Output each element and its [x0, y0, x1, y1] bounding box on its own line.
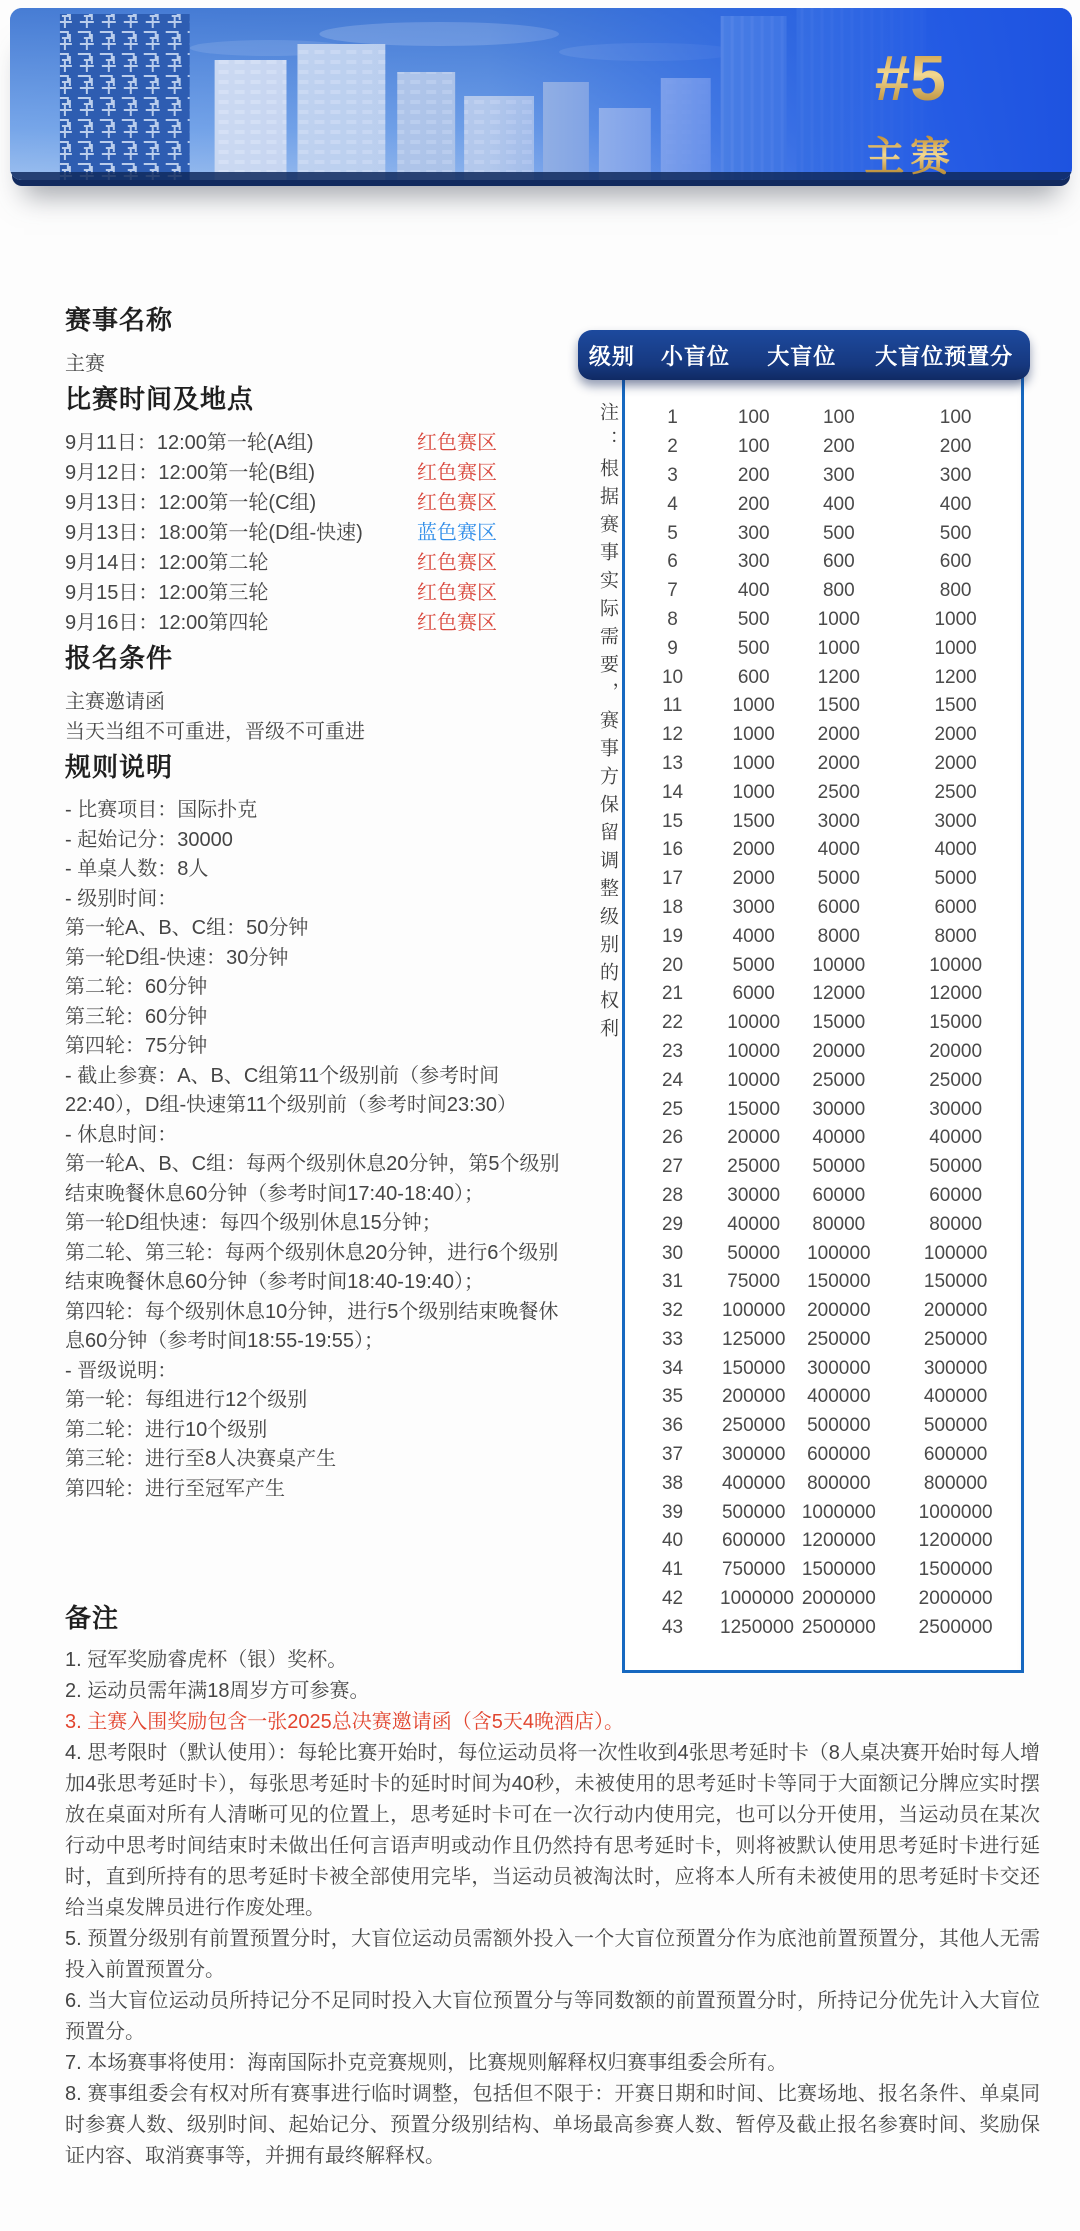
rules-line: 第二轮：60分钟 — [65, 976, 208, 998]
blinds-row — [625, 433, 1021, 462]
blinds-header-cell: 大盲位 — [767, 343, 837, 369]
blinds-ante: 1500000 — [918, 1559, 993, 1581]
blinds-small-blind: 1500 — [732, 810, 775, 832]
blinds-big-blind: 1200 — [817, 666, 860, 688]
blinds-row — [625, 778, 1021, 807]
blinds-row — [625, 1239, 1021, 1268]
rules-line: 第一轮A、B、C组：每两个级别休息20分钟，第5个级别结束晚餐休息60分钟（参考时间17:40-18:40）； — [65, 1153, 560, 1205]
blinds-level: 37 — [661, 1444, 684, 1466]
blinds-small-blind: 1000 — [732, 724, 775, 746]
blinds-big-blind: 20000 — [812, 1040, 866, 1062]
blinds-small-blind: 100 — [737, 436, 770, 458]
blinds-table-body — [622, 374, 1024, 1673]
blinds-big-blind: 500 — [822, 522, 855, 544]
schedule-row — [65, 608, 497, 638]
blinds-table-header — [578, 330, 1030, 380]
blinds-small-blind: 4000 — [732, 925, 775, 947]
blinds-level: 33 — [661, 1328, 684, 1350]
blinds-ante: 250000 — [923, 1328, 988, 1350]
blinds-level: 3 — [667, 464, 678, 486]
blinds-ante: 300000 — [923, 1357, 988, 1379]
blinds-ante: 5000 — [934, 868, 977, 890]
blinds-row — [625, 1210, 1021, 1239]
blinds-small-blind: 50000 — [727, 1242, 781, 1264]
registration-line: 主赛邀请函 — [65, 691, 165, 713]
blinds-row — [625, 1066, 1021, 1095]
blinds-header-cell: 级别 — [588, 343, 635, 369]
blinds-level: 20 — [661, 954, 684, 976]
blinds-row — [625, 894, 1021, 923]
blinds-big-blind: 5000 — [817, 868, 860, 890]
blinds-small-blind: 25000 — [727, 1156, 781, 1178]
blinds-level: 16 — [661, 839, 684, 861]
schedule-time: 9月13日：18:00第一轮(D组-快速) — [65, 522, 363, 544]
rules-line: 第四轮：75分钟 — [65, 1035, 208, 1057]
event-name-value: 主赛 — [65, 353, 105, 375]
blinds-big-blind: 400 — [822, 493, 855, 515]
blinds-row — [625, 1268, 1021, 1297]
blinds-row — [625, 1095, 1021, 1124]
rules-line: 第一轮A、B、C组：50分钟 — [65, 917, 309, 939]
blinds-row — [625, 1182, 1021, 1211]
rules-line: - 截止参赛：A、B、C组第11个级别前（参考时间22:40），D组-快速第11个级别前（参考时间23:30） — [65, 1064, 517, 1116]
blinds-level: 36 — [661, 1415, 684, 1437]
blinds-table — [578, 330, 1030, 1673]
blinds-ante: 100 — [939, 407, 972, 429]
rules-heading: 规则说明 — [65, 752, 174, 782]
blinds-row — [625, 462, 1021, 491]
blinds-level: 10 — [661, 666, 684, 688]
blinds-small-blind: 5000 — [732, 954, 775, 976]
registration-line: 当天当组不可重进，晋级不可重进 — [65, 721, 365, 743]
blinds-big-blind: 100000 — [807, 1242, 871, 1264]
blinds-row — [625, 836, 1021, 865]
rules-line: - 单桌人数：8人 — [65, 858, 209, 880]
blinds-row — [625, 1124, 1021, 1153]
blinds-big-blind: 15000 — [812, 1012, 866, 1034]
blinds-row — [625, 548, 1021, 577]
blinds-big-blind: 4000 — [817, 839, 860, 861]
blinds-level: 7 — [667, 580, 678, 602]
blinds-small-blind: 750000 — [721, 1559, 786, 1581]
blinds-ante: 4000 — [934, 839, 977, 861]
schedule-row — [65, 578, 497, 608]
blinds-ante: 800000 — [923, 1472, 988, 1494]
schedule-row — [65, 518, 497, 548]
blinds-small-blind: 600 — [737, 666, 770, 688]
schedule-row — [65, 548, 497, 578]
blinds-big-blind: 2000 — [817, 724, 860, 746]
schedule-time: 9月15日：12:00第三轮 — [65, 582, 269, 604]
blinds-small-blind: 15000 — [727, 1098, 781, 1120]
blinds-level: 27 — [661, 1156, 684, 1178]
blinds-small-blind: 200 — [737, 493, 770, 515]
rules-lines — [65, 796, 570, 1504]
blinds-small-blind: 200 — [737, 464, 770, 486]
blinds-level: 29 — [661, 1213, 684, 1235]
blinds-ante: 1200000 — [918, 1530, 993, 1552]
blinds-row — [625, 1009, 1021, 1038]
notes-item: 7. 本场赛事将使用：海南国际扑克竞赛规则，比赛规则解释权归赛事组委会所有。 — [65, 2052, 788, 2074]
schedule-time: 9月14日：12:00第二轮 — [65, 552, 269, 574]
blinds-big-blind: 60000 — [812, 1184, 866, 1206]
notes-section — [65, 1598, 1040, 2172]
blinds-ante: 8000 — [934, 925, 977, 947]
blinds-ante: 500 — [939, 522, 972, 544]
blinds-level: 35 — [661, 1386, 684, 1408]
blinds-big-blind: 600000 — [807, 1444, 871, 1466]
zone-label: 红色赛区 — [417, 612, 497, 634]
blinds-small-blind: 75000 — [727, 1271, 781, 1293]
blinds-row — [625, 1412, 1021, 1441]
blinds-big-blind: 300000 — [807, 1357, 871, 1379]
blinds-small-blind: 2000 — [732, 839, 775, 861]
blinds-ante: 200000 — [923, 1300, 988, 1322]
blinds-level: 40 — [661, 1530, 684, 1552]
blinds-big-blind: 80000 — [812, 1213, 866, 1235]
blinds-big-blind: 200 — [822, 436, 855, 458]
blinds-row — [625, 606, 1021, 635]
blinds-level: 38 — [661, 1472, 684, 1494]
blinds-level: 18 — [661, 896, 684, 918]
blinds-row — [625, 1297, 1021, 1326]
blinds-ante: 15000 — [929, 1012, 983, 1034]
blinds-small-blind: 300 — [737, 551, 770, 573]
blinds-ante: 400 — [939, 493, 972, 515]
notes-item: 4. 思考限时（默认使用）：每轮比赛开始时，每位运动员将一次性收到4张思考延时卡（8人桌决赛开始时每人增加4张思考延时卡），每张思考延时卡的延时时间为40秒，未被使用的思考延时卡等同于大面额记分牌应实时摆放在桌面对所有人清晰可见的位置上，思考延时卡可在一次行动内使用完，也可以分开使用，当运动员在某次行动中思考时间结束时未做出任何言语声明或动作且仍然持有思考延时卡，则将被默认使用思考延时卡进行延时，直到所持有的思考延时卡被全部使用完毕，当运动员被淘汰时，应将本人所有未被使用的思考延时卡交还给当桌发牌员进行作废处理。 — [65, 1742, 1040, 1919]
blinds-level: 15 — [661, 810, 684, 832]
blinds-row — [625, 692, 1021, 721]
schedule-heading: 比赛时间及地点 — [65, 384, 255, 414]
blinds-big-blind: 1000000 — [801, 1501, 876, 1523]
blinds-row — [625, 1527, 1021, 1556]
blinds-level: 14 — [661, 781, 684, 803]
blinds-row — [625, 1038, 1021, 1067]
blinds-ante: 150000 — [923, 1271, 988, 1293]
blinds-big-blind: 800000 — [807, 1472, 871, 1494]
blinds-big-blind: 50000 — [812, 1156, 866, 1178]
blinds-level: 6 — [667, 551, 678, 573]
schedule-row — [65, 458, 497, 488]
blinds-small-blind: 500 — [737, 637, 770, 659]
schedule-time: 9月13日：12:00第一轮(C组) — [65, 492, 317, 514]
blinds-big-blind: 8000 — [817, 925, 860, 947]
notes-list — [65, 1645, 1040, 2172]
blinds-small-blind: 100 — [737, 407, 770, 429]
blinds-big-blind: 3000 — [817, 810, 860, 832]
blinds-small-blind: 300000 — [721, 1444, 786, 1466]
rules-line: 第一轮D组-快速：30分钟 — [65, 946, 289, 969]
blinds-big-blind: 30000 — [812, 1098, 866, 1120]
blinds-level: 28 — [661, 1184, 684, 1206]
blinds-level: 19 — [661, 925, 684, 947]
blinds-level: 8 — [667, 608, 678, 630]
blinds-row — [625, 577, 1021, 606]
registration-lines — [65, 687, 570, 747]
notes-item: 5. 预置分级别有前置预置分时，大盲位运动员需额外投入一个大盲位预置分作为底池前置预置分，其他人无需投入前置预置分。 — [65, 1928, 1040, 1981]
blinds-small-blind: 1000 — [732, 752, 775, 774]
blinds-big-blind: 300 — [822, 464, 855, 486]
blinds-small-blind: 1000 — [732, 695, 775, 717]
blinds-big-blind: 200000 — [807, 1300, 871, 1322]
blinds-big-blind: 40000 — [812, 1127, 866, 1149]
blinds-level: 32 — [661, 1300, 684, 1322]
blinds-row — [625, 634, 1021, 663]
blinds-level: 26 — [661, 1127, 684, 1149]
blinds-level: 30 — [661, 1242, 684, 1264]
blinds-ante: 2000000 — [918, 1588, 993, 1610]
blinds-big-blind: 2000000 — [801, 1588, 876, 1610]
rules-line: 第四轮：进行至冠军产生 — [65, 1477, 285, 1500]
blinds-small-blind: 30000 — [727, 1184, 781, 1206]
blinds-small-blind: 1000000 — [720, 1588, 794, 1610]
blinds-level: 11 — [662, 695, 683, 717]
banner-title: 主赛 — [864, 134, 957, 180]
blinds-ante: 6000 — [934, 896, 977, 918]
blinds-ante: 40000 — [929, 1127, 983, 1149]
blinds-small-blind: 200000 — [721, 1386, 786, 1408]
schedule-time: 9月16日：12:00第四轮 — [65, 612, 269, 634]
blinds-small-blind: 2000 — [732, 868, 775, 890]
blinds-ante: 2500 — [934, 781, 977, 803]
schedule-time: 9月11日：12:00第一轮(A组) — [65, 432, 314, 454]
blinds-level: 22 — [661, 1012, 684, 1034]
blinds-small-blind: 500000 — [721, 1501, 786, 1523]
event-name-heading: 赛事名称 — [65, 305, 174, 335]
blinds-header-cell: 小盲位 — [661, 343, 731, 369]
notes-item: 8. 赛事组委会有权对所有赛事进行临时调整，包括但不限于：开赛日期和时间、比赛场地、报名条件、单桌同时参赛人数、级别时间、起始记分、预置分级别结构、单场最高参赛人数、暂停及截止报名参赛时间、奖励保证内容、取消赛事等，并拥有最终解释权。 — [65, 2083, 1040, 2167]
blinds-big-blind: 250000 — [807, 1328, 871, 1350]
blinds-row — [625, 951, 1021, 980]
registration-heading: 报名条件 — [65, 643, 174, 673]
blinds-big-blind: 800 — [822, 580, 855, 602]
blinds-big-blind: 12000 — [812, 983, 866, 1005]
blinds-big-blind: 1000 — [817, 608, 860, 630]
rules-line: - 级别时间： — [65, 887, 178, 910]
blinds-big-blind: 150000 — [807, 1271, 871, 1293]
blinds-level: 34 — [661, 1357, 684, 1379]
blinds-small-blind: 1250000 — [720, 1616, 794, 1638]
blinds-small-blind: 10000 — [727, 1012, 781, 1034]
blinds-level: 2 — [667, 436, 678, 458]
blinds-row — [625, 807, 1021, 836]
blinds-ante: 80000 — [929, 1213, 983, 1235]
blinds-small-blind: 300 — [737, 522, 770, 544]
blinds-ante: 1500 — [934, 695, 977, 717]
blinds-big-blind: 25000 — [812, 1069, 866, 1091]
blinds-row — [625, 1498, 1021, 1527]
blinds-big-blind: 600 — [822, 551, 855, 573]
blinds-big-blind: 2500 — [817, 781, 860, 803]
blinds-ante: 800 — [939, 580, 972, 602]
blinds-small-blind: 6000 — [732, 983, 775, 1005]
rules-line: - 起始记分：30000 — [65, 828, 233, 851]
notes-item: 1. 冠军奖励睿虎杯（银）奖杯。 — [65, 1649, 348, 1671]
blinds-big-blind: 1500000 — [801, 1559, 876, 1581]
notes-item: 6. 当大盲位运动员所持记分不足同时投入大盲位预置分与等同数额的前置预置分时，所持记分优先计入大盲位预置分。 — [65, 1990, 1040, 2043]
blinds-level: 9 — [667, 637, 678, 659]
blinds-ante: 300 — [939, 464, 972, 486]
rules-line: 第三轮：进行至8人决赛桌产生 — [65, 1448, 337, 1470]
blinds-row — [625, 1383, 1021, 1412]
blinds-row — [625, 490, 1021, 519]
blinds-level: 42 — [661, 1588, 684, 1610]
blinds-ante: 200 — [939, 436, 972, 458]
blinds-row — [625, 1354, 1021, 1383]
zone-label: 红色赛区 — [417, 552, 497, 574]
rules-line: 第二轮：进行10个级别 — [65, 1418, 268, 1441]
zone-label: 红色赛区 — [417, 492, 497, 514]
schedule-list — [65, 428, 570, 638]
blinds-level: 31 — [661, 1271, 684, 1293]
blinds-small-blind: 20000 — [727, 1127, 781, 1149]
blinds-level: 17 — [661, 868, 684, 890]
blinds-ante: 2000 — [934, 752, 977, 774]
blinds-ante: 50000 — [929, 1156, 983, 1178]
blinds-ante: 100000 — [923, 1242, 988, 1264]
rules-line: 第一轮D组快速：每四个级别休息15分钟； — [65, 1212, 442, 1234]
rules-line: 第三轮：60分钟 — [65, 1005, 208, 1028]
blinds-small-blind: 100000 — [721, 1300, 786, 1322]
zone-label: 红色赛区 — [417, 462, 497, 484]
blinds-small-blind: 125000 — [721, 1328, 786, 1350]
blinds-ante: 60000 — [929, 1184, 983, 1206]
blinds-row — [625, 1469, 1021, 1498]
blinds-row — [625, 1326, 1021, 1355]
zone-label: 蓝色赛区 — [417, 522, 497, 544]
blinds-big-blind: 100 — [822, 407, 855, 429]
blinds-row — [625, 750, 1021, 779]
blinds-level: 25 — [661, 1098, 684, 1120]
blinds-level: 24 — [661, 1069, 684, 1091]
blinds-small-blind: 600000 — [721, 1530, 786, 1552]
blinds-ante: 1000000 — [918, 1501, 993, 1523]
schedule-row — [65, 488, 497, 518]
blinds-small-blind: 150000 — [721, 1357, 786, 1379]
blinds-big-blind: 2000 — [817, 752, 860, 774]
blinds-ante: 25000 — [929, 1069, 983, 1091]
blinds-row — [625, 1153, 1021, 1182]
vertical-note: 注：根据赛事实际需要，赛事方保留调整级别的权利 — [597, 402, 618, 1046]
blinds-big-blind: 400000 — [807, 1386, 871, 1408]
notes-item: 3. 主赛入围奖励包含一张2025总决赛邀请函（含5天4晚酒店）。 — [65, 1711, 624, 1733]
blinds-row — [625, 1556, 1021, 1585]
blinds-big-blind: 1200000 — [801, 1530, 876, 1552]
rules-line: - 晋级说明： — [65, 1359, 178, 1382]
banner-badge: #5 — [874, 41, 946, 115]
notes-heading: 备注 — [65, 1603, 120, 1633]
blinds-ante: 1200 — [934, 666, 977, 688]
blinds-small-blind: 1000 — [732, 781, 775, 803]
blinds-ante: 500000 — [923, 1415, 988, 1437]
blinds-ante: 600 — [939, 551, 972, 573]
blinds-small-blind: 250000 — [721, 1415, 786, 1437]
blinds-level: 43 — [661, 1616, 684, 1638]
blinds-ante: 10000 — [929, 954, 983, 976]
rules-line: - 比赛项目：国际扑克 — [65, 799, 258, 821]
blinds-ante: 1000 — [934, 608, 977, 630]
blinds-level: 12 — [661, 724, 684, 746]
blinds-level: 4 — [667, 493, 678, 515]
blinds-level: 39 — [661, 1501, 684, 1523]
blinds-ante: 1000 — [934, 637, 977, 659]
blinds-level: 23 — [661, 1040, 684, 1062]
blinds-level: 13 — [661, 752, 684, 774]
banner — [10, 8, 1072, 180]
blinds-big-blind: 1500 — [817, 695, 860, 717]
blinds-level: 5 — [667, 522, 678, 544]
blinds-header-cell: 大盲位预置分 — [875, 343, 1014, 369]
blinds-row — [625, 1613, 1021, 1642]
blinds-row — [625, 1441, 1021, 1470]
blinds-ante: 2500000 — [918, 1616, 993, 1638]
blinds-row — [625, 519, 1021, 548]
blinds-ante: 2000 — [934, 724, 977, 746]
blinds-small-blind: 400000 — [721, 1472, 786, 1494]
blinds-big-blind: 1000 — [817, 637, 860, 659]
zone-label: 红色赛区 — [417, 432, 497, 454]
blinds-ante: 3000 — [934, 810, 977, 832]
blinds-row — [625, 404, 1021, 433]
blinds-small-blind: 10000 — [727, 1069, 781, 1091]
rules-line: 第四轮：每个级别休息10分钟，进行5个级别结束晚餐休息60分钟（参考时间18:55-19:55）； — [65, 1300, 559, 1352]
blinds-big-blind: 500000 — [807, 1415, 871, 1437]
blinds-small-blind: 500 — [737, 608, 770, 630]
blinds-big-blind: 6000 — [817, 896, 860, 918]
schedule-row — [65, 428, 497, 458]
notes-item: 2. 运动员需年满18周岁方可参赛。 — [65, 1680, 370, 1702]
schedule-time: 9月12日：12:00第一轮(B组) — [65, 462, 316, 484]
blinds-big-blind: 10000 — [812, 954, 866, 976]
rules-line: - 休息时间： — [65, 1123, 178, 1146]
rules-line: 第二轮、第三轮：每两个级别休息20分钟，进行6个级别结束晚餐休息60分钟（参考时间18:40-19:40）； — [65, 1241, 559, 1293]
blinds-row — [625, 865, 1021, 894]
blinds-big-blind: 2500000 — [801, 1616, 876, 1638]
blinds-small-blind: 400 — [737, 580, 770, 602]
blinds-ante: 600000 — [923, 1444, 988, 1466]
rules-line: 第一轮：每组进行12个级别 — [65, 1389, 308, 1411]
blinds-ante: 30000 — [929, 1098, 983, 1120]
blinds-ante: 20000 — [929, 1040, 983, 1062]
blinds-row — [625, 1585, 1021, 1614]
blinds-row — [625, 922, 1021, 951]
blinds-small-blind: 40000 — [727, 1213, 781, 1235]
blinds-row — [625, 721, 1021, 750]
blinds-level: 21 — [661, 983, 684, 1005]
blinds-row — [625, 663, 1021, 692]
blinds-small-blind: 10000 — [727, 1040, 781, 1062]
blinds-small-blind: 3000 — [732, 896, 775, 918]
blinds-ante: 12000 — [929, 983, 983, 1005]
city-skyline-graphic — [10, 8, 1072, 180]
blinds-row — [625, 980, 1021, 1009]
blinds-level: 1 — [667, 407, 678, 429]
zone-label: 红色赛区 — [417, 582, 497, 604]
blinds-level: 41 — [661, 1559, 684, 1581]
blinds-ante: 400000 — [923, 1386, 988, 1408]
left-column — [65, 300, 570, 1592]
